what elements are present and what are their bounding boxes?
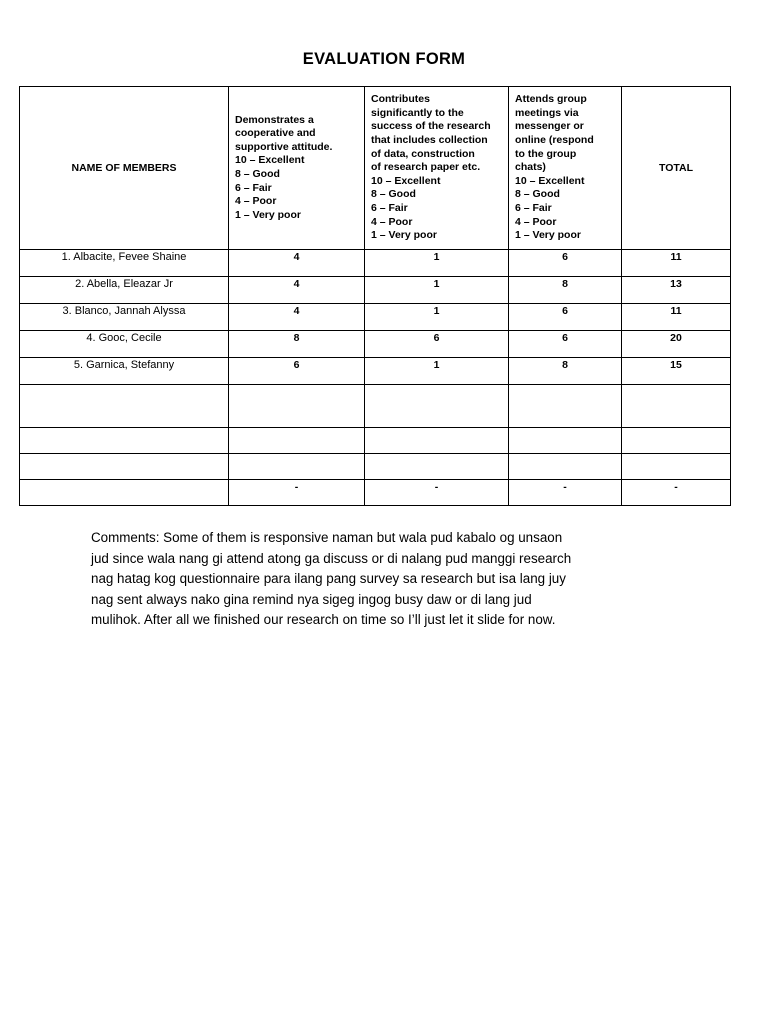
header-total: TOTAL xyxy=(622,87,731,250)
score-attitude: - xyxy=(294,481,299,493)
score-total xyxy=(622,454,730,455)
score-total-cell xyxy=(622,277,731,304)
member-name: 4. Gooc, Cecile xyxy=(86,332,162,344)
score-attitude-cell xyxy=(229,304,365,331)
score-total-cell xyxy=(622,428,731,454)
member-name-cell xyxy=(20,428,229,454)
member-name: 5. Garnica, Stefanny xyxy=(73,359,175,371)
criterion-attendance-line: 4 – Poor xyxy=(515,215,557,228)
criterion-attitude-line: 4 – Poor xyxy=(235,195,277,208)
score-attitude-cell xyxy=(229,454,365,480)
criterion-contribution-text xyxy=(365,93,508,243)
score-total: - xyxy=(674,481,678,493)
score-attendance: 6 xyxy=(562,305,568,317)
score-attendance-cell xyxy=(509,358,622,385)
criterion-contribution-line: Contributes xyxy=(371,93,430,106)
criterion-attitude-line: Demonstrates a xyxy=(235,113,314,126)
score-total: 11 xyxy=(670,305,682,317)
comment-line: mulihok. After all we finished our research on time so I’ll just let it slide for now. xyxy=(91,612,556,628)
score-contribution: 6 xyxy=(433,332,440,344)
score-attitude: 4 xyxy=(293,278,300,290)
table-row xyxy=(20,277,731,304)
evaluation-table xyxy=(19,86,731,506)
criterion-attendance-line: 8 – Good xyxy=(515,188,560,201)
criterion-attendance-line: to the group xyxy=(515,147,577,160)
criterion-contribution-line: of research paper etc. xyxy=(371,161,481,174)
score-contribution xyxy=(365,454,508,455)
score-attitude-cell xyxy=(229,331,365,358)
comments-paragraph xyxy=(91,528,681,631)
member-name-cell xyxy=(20,304,229,331)
score-attendance xyxy=(509,454,621,455)
score-attendance-cell xyxy=(509,454,622,480)
criterion-attendance-text xyxy=(509,93,621,243)
member-name-cell xyxy=(20,358,229,385)
score-total-cell xyxy=(622,304,731,331)
score-contribution-cell xyxy=(365,454,509,480)
score-contribution-cell xyxy=(365,250,509,277)
comment-line: jud since wala nang gi attend atong ga discuss or di nalang pud manggi research xyxy=(91,550,572,566)
score-total: 11 xyxy=(670,251,682,263)
criterion-attendance-line: chats) xyxy=(515,161,546,174)
score-attendance-cell xyxy=(509,304,622,331)
score-attitude xyxy=(229,385,364,386)
score-total-cell xyxy=(622,331,731,358)
member-name: 2. Abella, Eleazar Jr xyxy=(75,278,173,290)
score-attitude xyxy=(229,454,364,455)
score-total-cell xyxy=(622,480,731,506)
header-row xyxy=(20,87,731,250)
table-row xyxy=(20,304,731,331)
score-attitude: 4 xyxy=(293,305,300,317)
header-name-of-members: NAME OF MEMBERS xyxy=(20,87,229,250)
score-total-cell xyxy=(622,385,731,428)
score-contribution-cell xyxy=(365,428,509,454)
member-name xyxy=(20,428,228,429)
criterion-attendance-line: 10 – Excellent xyxy=(515,174,585,187)
criterion-attendance-line: online (respond xyxy=(515,134,594,147)
member-name: 1. Albacite, Fevee Shaine xyxy=(61,251,187,263)
score-total: 13 xyxy=(670,278,682,290)
criterion-attitude-line: cooperative and xyxy=(235,127,316,140)
score-total-cell xyxy=(622,358,731,385)
score-attitude-cell xyxy=(229,480,365,506)
score-attendance-cell xyxy=(509,331,622,358)
score-attendance xyxy=(509,385,621,386)
header-criterion-attitude xyxy=(229,87,365,250)
score-contribution-cell xyxy=(365,277,509,304)
score-attitude: 4 xyxy=(293,251,300,263)
comment-line: nag hatag kog questionnaire para ilang pang survey sa research but isa lang juy xyxy=(91,571,566,587)
score-attitude-cell xyxy=(229,250,365,277)
table-row xyxy=(20,250,731,277)
member-name xyxy=(20,454,228,455)
criterion-contribution-line: of data, construction xyxy=(371,147,475,160)
score-contribution: 1 xyxy=(433,278,440,290)
header-criterion-contribution xyxy=(365,87,509,250)
score-attendance-cell xyxy=(509,277,622,304)
table-row xyxy=(20,385,731,428)
criterion-contribution-line: 10 – Excellent xyxy=(371,174,441,187)
score-contribution-cell xyxy=(365,358,509,385)
criterion-attendance-line: Attends group xyxy=(515,93,587,106)
score-contribution-cell xyxy=(365,385,509,428)
criterion-attendance-line: 6 – Fair xyxy=(515,201,552,214)
criterion-attitude-line: 6 – Fair xyxy=(235,181,272,194)
score-contribution: 1 xyxy=(433,251,440,263)
member-name-cell xyxy=(20,385,229,428)
comment-line: Comments: Some of them is responsive naman but wala pud kabalo og unsaon xyxy=(91,530,563,545)
criterion-contribution-line: significantly to the xyxy=(371,106,464,119)
table-row xyxy=(20,358,731,385)
criterion-attendance-line: 1 – Very poor xyxy=(515,229,581,242)
score-attendance: 8 xyxy=(562,359,568,371)
member-name-cell xyxy=(20,331,229,358)
score-attendance: 6 xyxy=(562,251,568,263)
criterion-contribution-line: that includes collection xyxy=(371,134,488,147)
score-total xyxy=(622,385,730,386)
member-rows xyxy=(20,250,731,506)
member-name-cell xyxy=(20,454,229,480)
member-name: 3. Blanco, Jannah Alyssa xyxy=(62,305,186,317)
score-attendance-cell xyxy=(509,385,622,428)
score-attendance-cell xyxy=(509,428,622,454)
score-contribution: - xyxy=(434,481,439,493)
table-row xyxy=(20,428,731,454)
table-row xyxy=(20,454,731,480)
score-contribution xyxy=(365,428,508,429)
criterion-attitude-text xyxy=(229,114,364,223)
criterion-attitude-line: 10 – Excellent xyxy=(235,154,305,167)
score-contribution-cell xyxy=(365,304,509,331)
form-title: EVALUATION FORM xyxy=(302,50,466,68)
member-name-cell xyxy=(20,250,229,277)
criterion-attitude-line: supportive attitude. xyxy=(235,140,333,153)
score-contribution-cell xyxy=(365,480,509,506)
comment-line: nag sent always nako gina remind nya sigeg ingog busy daw or di lang jud xyxy=(91,591,532,607)
score-attendance-cell xyxy=(509,250,622,277)
score-attendance: 8 xyxy=(562,278,568,290)
table-row xyxy=(20,331,731,358)
score-attitude: 6 xyxy=(293,359,300,371)
score-attitude-cell xyxy=(229,428,365,454)
criterion-attendance-line: messenger or xyxy=(515,120,584,133)
criterion-attitude-line: 8 – Good xyxy=(235,168,280,180)
score-total-cell xyxy=(622,454,731,480)
criterion-attendance-line: meetings via xyxy=(515,106,579,119)
criterion-contribution-line: 8 – Good xyxy=(371,188,416,201)
member-name xyxy=(20,480,228,481)
score-contribution xyxy=(365,385,508,386)
table-row xyxy=(20,480,731,506)
score-total: 20 xyxy=(670,332,682,344)
criterion-contribution-line: success of the research xyxy=(371,120,491,133)
member-name xyxy=(20,385,228,386)
score-attitude xyxy=(229,428,364,429)
score-attitude-cell xyxy=(229,385,365,428)
score-contribution: 1 xyxy=(433,305,440,317)
criterion-attitude-line: 1 – Very poor xyxy=(235,208,301,221)
member-name-cell xyxy=(20,480,229,506)
criterion-contribution-line: 4 – Poor xyxy=(371,215,413,228)
score-total xyxy=(622,428,730,429)
score-attendance: 6 xyxy=(562,332,568,344)
score-attendance-cell xyxy=(509,480,622,506)
score-total: 15 xyxy=(670,359,682,371)
criterion-contribution-line: 1 – Very poor xyxy=(371,229,437,242)
score-attendance: - xyxy=(563,481,567,493)
member-name-cell xyxy=(20,277,229,304)
criterion-contribution-line: 6 – Fair xyxy=(371,201,408,214)
score-attitude: 8 xyxy=(293,332,300,344)
score-attendance xyxy=(509,428,621,429)
score-attitude-cell xyxy=(229,358,365,385)
score-contribution-cell xyxy=(365,331,509,358)
score-total-cell xyxy=(622,250,731,277)
score-contribution: 1 xyxy=(433,359,440,371)
header-criterion-attendance xyxy=(509,87,622,250)
score-attitude-cell xyxy=(229,277,365,304)
